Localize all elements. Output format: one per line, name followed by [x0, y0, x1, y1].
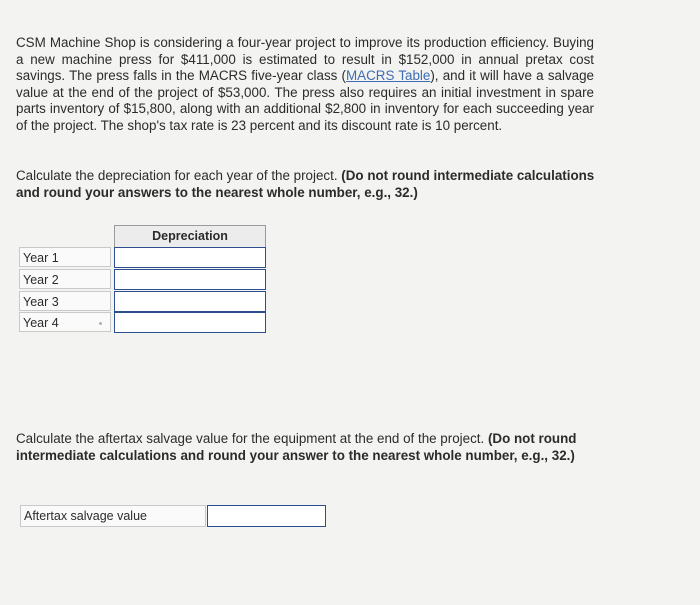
year-3-label: Year 3: [19, 291, 111, 311]
problem-text-2: ), and it will have a salvage value at the end of the project of $53,000. The press also requires an initial investment in spare parts inventory of $15,800, along with an additional $2,800 in inventory for each succeeding year of the project. The shop's tax rate is 23 percent and its discount rate is 10 percent.: [16, 68, 594, 133]
question-salvage-instruction: (Do not round intermediate calculations and round your answer to the nearest whole number, e.g., 32.): [16, 431, 577, 463]
year-2-depreciation-input[interactable]: [114, 269, 266, 290]
question-depreciation: [16, 168, 596, 201]
year-4-depreciation-input[interactable]: [114, 312, 266, 333]
problem-statement: [16, 35, 594, 135]
question-salvage: [16, 431, 596, 464]
year-4-label: Year 4: [19, 312, 111, 332]
year-2-label: Year 2: [19, 269, 111, 289]
year-1-label: Year 1: [19, 247, 111, 267]
question-depreciation-instruction: (Do not round intermediate calculations and round your answers to the nearest whole number, e.g., 32.): [16, 168, 595, 200]
problem-text-1: CSM Machine Shop is considering a four-year project to improve its production efficiency. Buying a new machine press for $411,000 is estimated to result in $152,000 in annual pretax cost savings. The press falls in the MACRS five-year class (: [16, 35, 594, 84]
question-salvage-text: Calculate the aftertax salvage value for the equipment at the end of the project.: [16, 431, 488, 446]
depreciation-header: Depreciation: [114, 225, 266, 248]
question-depreciation-text: Calculate the depreciation for each year of the project.: [16, 168, 342, 183]
year-1-depreciation-input[interactable]: [114, 247, 266, 268]
decorative-dot: [99, 322, 102, 325]
macrs-table-link[interactable]: MACRS Table: [346, 68, 431, 84]
year-3-depreciation-input[interactable]: [114, 291, 266, 312]
aftertax-salvage-input[interactable]: [207, 505, 326, 527]
aftertax-salvage-label: Aftertax salvage value: [20, 505, 206, 527]
